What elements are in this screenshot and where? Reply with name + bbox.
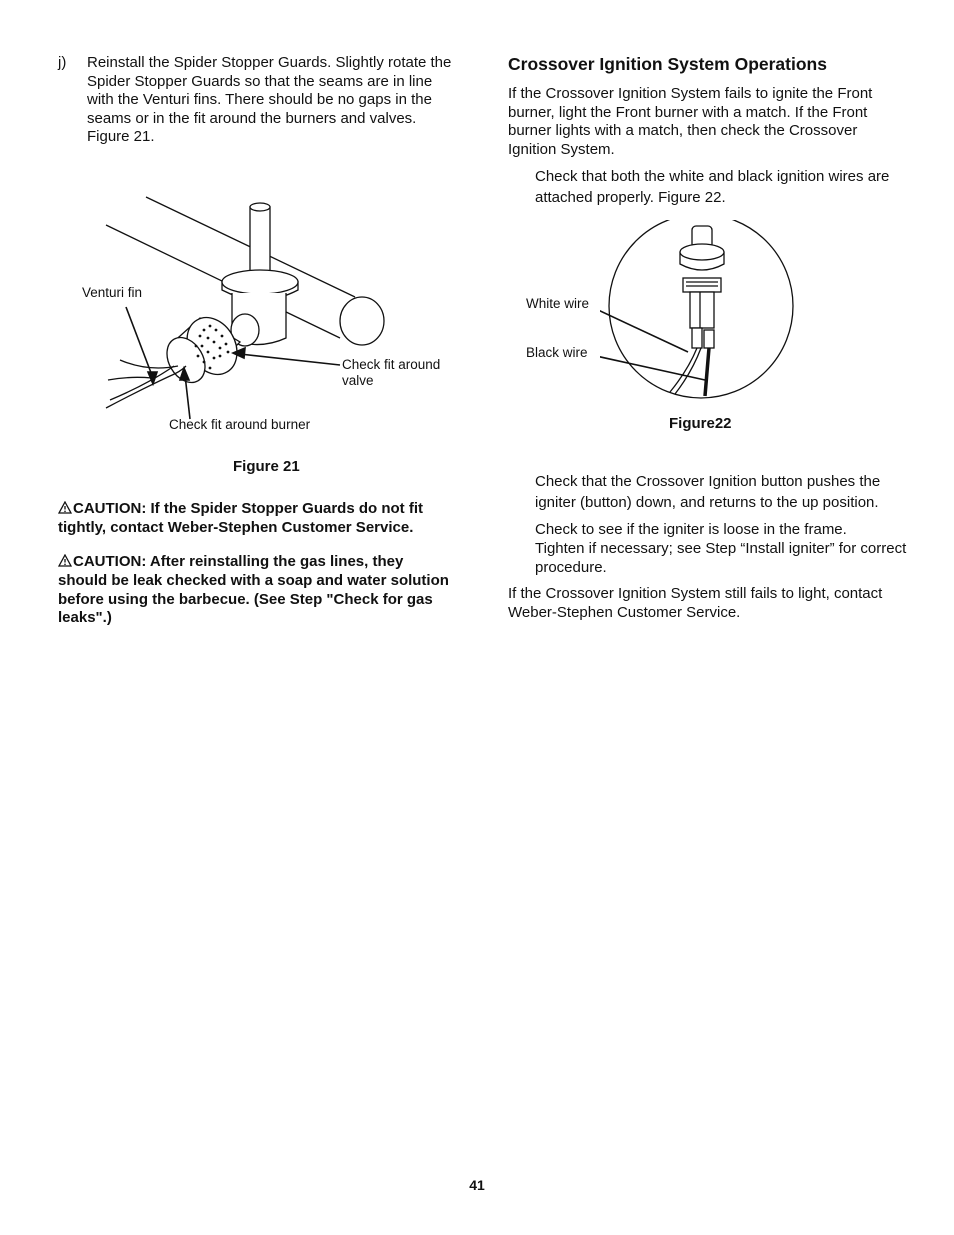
venturi-fin-label: Venturi fin	[82, 285, 143, 300]
black-wire-label: Black wire	[526, 345, 588, 360]
warning-triangle-icon	[58, 554, 72, 567]
white-wire-label: White wire	[526, 296, 590, 311]
step-j-text: Reinstall the Spider Stopper Guards. Slightly rotate the Spider Stopper Guards so that the seams are in line with the Venturi fins. There should be no gaps in the seams or in the fit around the burners and valves. Figure 21.	[87, 54, 452, 146]
check-burner-label: Check fit around burner	[169, 417, 311, 432]
check-valve-label-line1: Check fit around	[342, 357, 441, 372]
caution-1-text: CAUTION: If the Spider Stopper Guards do not fit tightly, contact Weber-Stephen Customer Service.	[58, 500, 423, 536]
figure-21-caption: Figure 21	[233, 458, 300, 475]
check-button-item: Check that the Crossover Ignition button pushes the igniter (button) down, and returns to the up position.	[535, 473, 881, 511]
caution-2	[58, 553, 450, 628]
caution-2-text: CAUTION: After reinstalling the gas lines, they should be leak checked with a soap and water solution before using the barbecue. (See Step "Check for gas leaks".)	[58, 553, 449, 627]
figure-22-illustration	[600, 220, 800, 425]
step-letter: j)	[58, 54, 67, 71]
intro-paragraph: If the Crossover Ignition System fails to ignite the Front burner, light the Front burner with a match. If the Front burner lights with a match, then check the Crossover Ignition System.	[508, 85, 873, 158]
check-wires-item: Check that both the white and black ignition wires are attached properly. Figure 22.	[535, 168, 890, 206]
warning-triangle-icon	[58, 501, 72, 514]
outro-paragraph: If the Crossover Ignition System still fails to light, contact Weber-Stephen Customer Service.	[508, 585, 883, 621]
check-loose-line1: Check to see if the igniter is loose in the frame.	[535, 521, 847, 538]
check-loose-item	[535, 519, 910, 577]
caution-1	[58, 500, 450, 538]
page-number: 41	[469, 1177, 485, 1193]
check-valve-label	[342, 357, 440, 389]
check-valve-label-line2: valve	[342, 373, 374, 388]
figure-22-caption: Figure22	[669, 415, 732, 432]
check-loose-line2: Tighten if necessary; see Step “Install igniter” for correct procedure.	[535, 540, 907, 576]
section-heading: Crossover Ignition System Operations	[508, 54, 827, 74]
